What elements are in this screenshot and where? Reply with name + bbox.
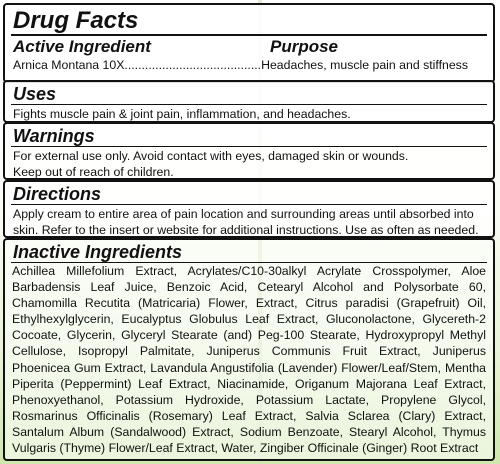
directions-heading: Directions (13, 184, 102, 204)
warnings-heading: Warnings (13, 126, 95, 146)
inactive-ingredients-text: Achillea Millefolium Extract, Acrylates/C10-30alkyl Acrylate Crosspolymer, Aloe Barbadensis Leaf Juice, Benzoic Acid, Cetearyl Alcohol and Polysorbate 60, Chamomilla Recutita (Matricaria) Flower, Extract, Citrus paradisi (Grapefruit) Oil, Ethylhexylglycerin, Eucalyptus Globulus Leaf Extract, Gluconolactone, Glycereth-2 Cocoate, Glycerin, Glyceryl Stearate (and) Peg-100 Stearate, Hydroxypropyl Methyl Cellulose, Isopropyl Palmitate, Juniperus Communis Fruit Extract, Juniperus Phoenicea Gum Extract, Lavandula Angustifolia (Lavender) Flower/Leaf/Stem, Mentha Piperita (Peppermint) Leaf Extract, Niacinamide, Origanum Majorana Leaf Extract, Phenoxyethanol, Potassium Hydroxide, Potassium Lactate, Propylene Glycol, Rosmarinus Officinalis (Rosemary) Leaf Extract, Salvia Sclarea (Clary) Extract, Santalum Album (Sandalwood) Extract, Sodium Benzoate, Stearyl Alcohol, Thymus Vulgaris (Thyme) Flower/Leaf Extract, Water, Zingiber Officinale (Ginger) Root Extract (12, 264, 486, 456)
drug-facts-title: Drug Facts (13, 7, 139, 34)
uses-heading: Uses (13, 84, 57, 104)
warnings-text: For external use only. Avoid contact with eyes, damaged skin or wounds. Keep out of reach of children. (13, 149, 409, 179)
active-ingredient-header-row (5, 36, 493, 56)
warnings-panel (3, 122, 495, 180)
active-ingredient-heading: Active Ingredient (13, 37, 151, 56)
directions-text: Apply cream to entire area of pain location and surrounding areas until absorbed into skin. Refer to the insert or website for additional instructions. Use as often as needed. (13, 207, 479, 237)
directions-panel (3, 180, 495, 238)
uses-panel (3, 80, 495, 123)
active-ingredient-line: Arnica Montana 10X........................................Headaches, muscle pain and stiffness (13, 58, 468, 72)
purpose-heading: Purpose (270, 37, 339, 56)
drug-facts-panel (3, 3, 495, 83)
uses-text: Fights muscle pain & joint pain, inflammation, and headaches. (13, 107, 351, 121)
inactive-ingredients-panel (3, 238, 495, 461)
inactive-ingredients-heading: Inactive Ingredients (13, 242, 183, 262)
